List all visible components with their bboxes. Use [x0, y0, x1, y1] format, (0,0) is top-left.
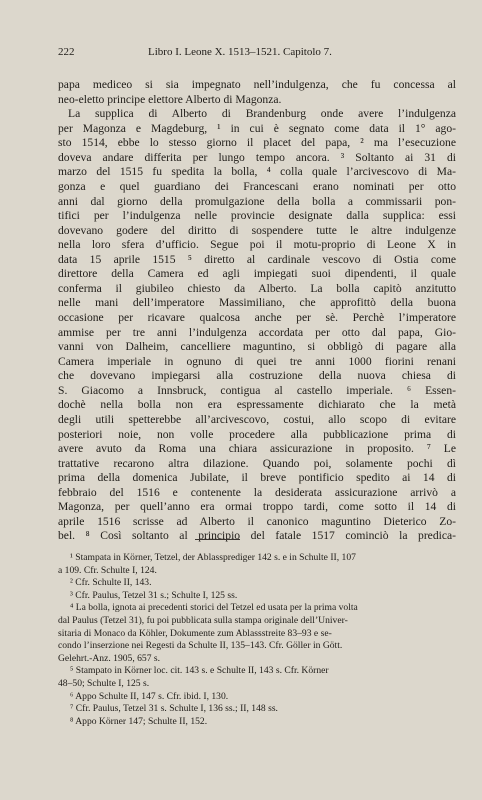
footnote-line: 48–50; Schulte I, 125 s.	[58, 677, 150, 689]
footnote-line: condo l’inserzione nei Regesti da Schulte II, 135–143. Cfr. Göller in Gött.	[58, 640, 343, 652]
footnote-line: ² Cfr. Schulte II, 143.	[70, 577, 152, 589]
text-line: posteriori noie, non volle procedere alla pubblicazione prima di	[58, 427, 456, 441]
text-line: Camera imperiale in ognuno di quei tre anni 1000 fiorini renani	[58, 354, 456, 368]
text-line: conferma il giubileo chiesto da Alberto. La bolla capitò anzitutto	[58, 281, 456, 295]
text-line: S. Giacomo a Innsbruck, contigua al castello imperiale. ⁶ Essen-	[58, 383, 456, 397]
footnote-line: ¹ Stampata in Körner, Tetzel, der Ablassprediger 142 s. e in Schulte II, 107	[70, 552, 356, 563]
text-line: nella loro sfera d’ufficio. Segue poi il motu-proprio di Leone X in	[58, 238, 456, 252]
footnote-line: sitaria di Monaco da Köhler, Dokumente zum Ablassstreite 83–93 e se-	[58, 627, 332, 639]
text-line: papa mediceo si sia impegnato nell’indulgenza, che fu concessa al	[58, 78, 456, 91]
text-line: ammise per tre anni l’indulgenza accordata per otto dal papa, Gio-	[58, 325, 456, 339]
text-line: gonza e quel guardiano dei Francescani erano nominati per otto	[58, 179, 456, 193]
text-line: nelle mani dell’imperatore Massimiliano, che approfittò della buona	[58, 296, 456, 310]
text-line: sto 1514, ebbe lo stesso giorno il placet del papa, ² ma l’esecuzione	[58, 136, 456, 150]
footnote-line: Gelehrt.-Anz. 1905, 657 s.	[58, 652, 161, 664]
text-line: tifici per l’indulgenza nelle provincie designate dalla supplica: essi	[58, 209, 456, 223]
text-line: direttore della Camera ed agli impiegati suoi dipendenti, il quale	[58, 267, 456, 281]
footnote-line: a 109. Cfr. Schulte I, 124.	[58, 564, 157, 576]
text-line: febbraio del 1516 e contenente la desiderata assicurazione arrivò a	[58, 485, 456, 499]
footnote-line: ⁵ Stampato in Körner loc. cit. 143 s. e Schulte II, 143 s. Cfr. Körner	[70, 665, 329, 677]
text-line: vanni von Dalheim, cancelliere maguntino, si obbligò di pagare alla	[58, 340, 456, 354]
footnote-line: dal Paulus (Tetzel 31), fu poi pubblicata sulla stampa originale dell’Univer-	[58, 614, 348, 626]
text-line: per Magonza e Magdeburg, ¹ in cui è segnato come data il 1° ago-	[58, 121, 456, 135]
text-line: degli utili spetterebbe all’arcivescovo, costui, allo scopo di evitare	[58, 412, 456, 426]
text-line: anni dal giorno della promulgazione della bolla a commissarii pon-	[58, 194, 456, 208]
text-line: occasione per ricavare qualcosa anche per sè. Perchè l’imperatore	[58, 311, 456, 324]
text-line: neo-eletto principe elettore Alberto di Magonza.	[58, 92, 282, 106]
page-number: 222	[58, 46, 75, 58]
running-title: Libro I. Leone X. 1513–1521. Capitolo 7.	[148, 46, 332, 58]
text-line: doveva andare differita per lungo tempo ancora. ³ Soltanto ai 31 di	[58, 150, 456, 164]
text-line: avere avuto da Roma una chiara assicurazione in proposito. ⁷ Le	[58, 442, 456, 456]
text-line: La supplica di Alberto di Brandenburg onde avere l’indulgenza	[68, 107, 456, 121]
footnote-line: ⁶ Appo Schulte II, 147 s. Cfr. ibid. I, 130.	[70, 690, 229, 702]
main-text	[58, 78, 456, 544]
footnote-line: ³ Cfr. Paulus, Tetzel 31 s.; Schulte I, 125 ss.	[70, 589, 238, 601]
text-line: Magonza, per quell’anno era ormai troppo tardi, come sotto il 14 di	[58, 500, 456, 514]
text-line: prima della domenica Jubilate, il breve pontificio spedito ai 14 di	[58, 471, 456, 485]
text-line: bel. ⁸ Così soltanto al principio del fatale 1517 cominciò la predica-	[58, 529, 456, 543]
footnote-line: ⁴ La bolla, ignota ai precedenti storici del Tetzel ed usata per la prima volta	[70, 602, 358, 614]
text-line: data 15 aprile 1515 ⁵ diretto al cardinale vescovo di Ostia come	[58, 252, 456, 266]
footnote-line: ⁸ Appo Körner 147; Schulte II, 152.	[70, 715, 208, 727]
text-line: dovevano godere del diritto di sospendere tutte le altre indulgenze	[58, 223, 456, 237]
footnote-separator	[195, 539, 240, 540]
text-line: che dovevano impiegarsi alla costruzione della nuova chiesa di	[58, 369, 456, 383]
text-line: aprile 1516 scrisse ad Alberto il canonico maguntino Dieterico Zo-	[58, 514, 456, 528]
footnotes	[58, 552, 456, 728]
footnote-line: ⁷ Cfr. Paulus, Tetzel 31 s. Schulte I, 136 ss.; II, 148 ss.	[70, 703, 278, 715]
text-line: marzo del 1515 fu spedita la bolla, ⁴ colla quale l’arcivescovo di Ma-	[58, 165, 456, 179]
text-line: trattative recarono altra dilazione. Quando poi, solamente pochi dì	[58, 456, 456, 470]
text-line: dochè nella bolla non era espressamente dichiarato che la metà	[58, 398, 456, 412]
